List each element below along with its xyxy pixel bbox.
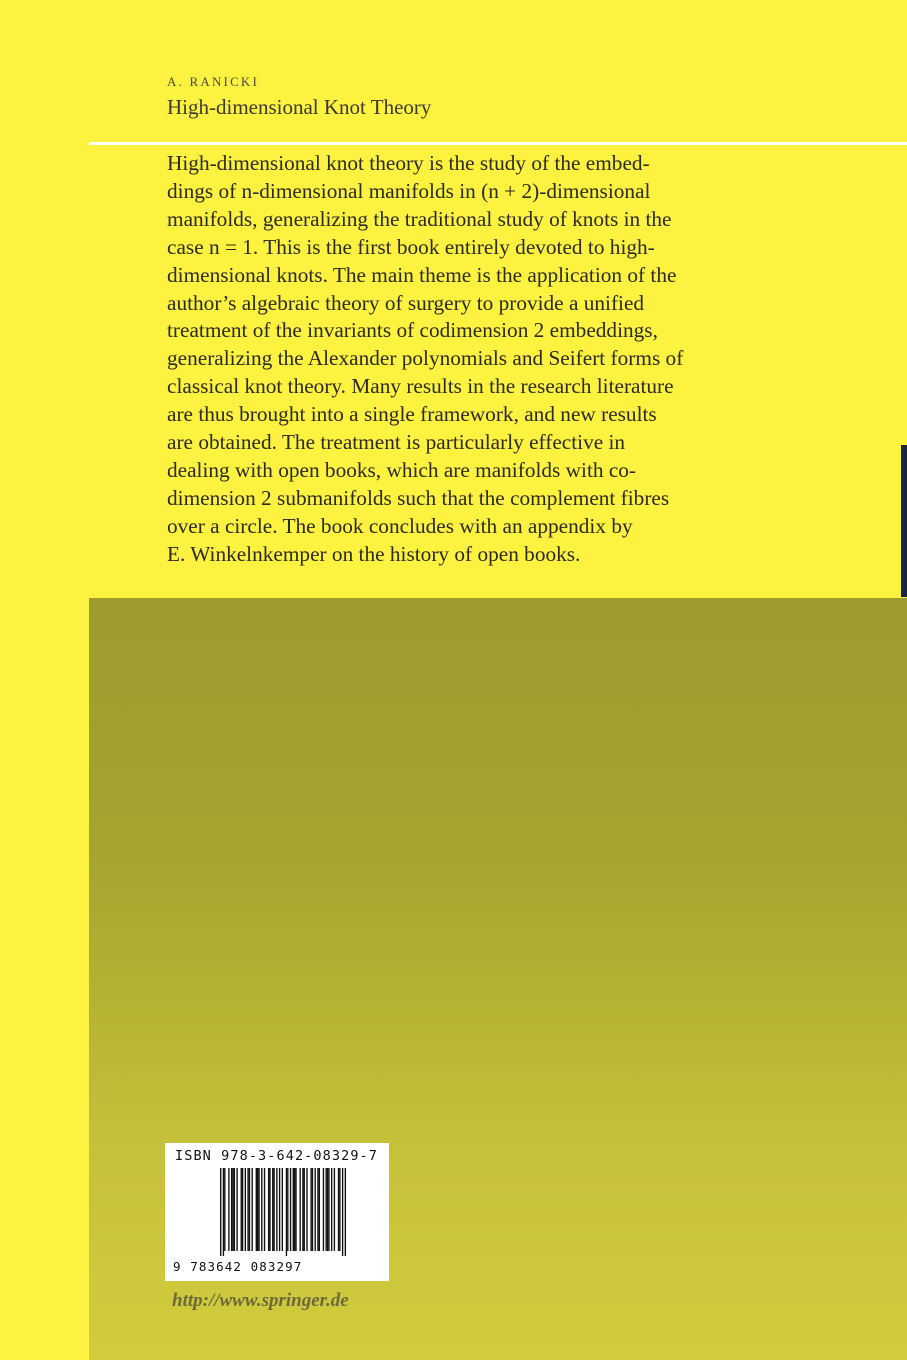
barcode-bar [257, 1168, 258, 1251]
blurb-line: E. Winkelnkemper on the history of open books. [167, 541, 581, 566]
barcode-bar [323, 1168, 324, 1251]
barcode-bar [319, 1168, 320, 1251]
barcode-bar [247, 1168, 248, 1251]
barcode-bar [338, 1168, 339, 1251]
blurb-line: case n = 1. This is the first book entirely devoted to high- [167, 234, 655, 259]
barcode-bar [328, 1168, 329, 1251]
blurb-line: dealing with open books, which are manifolds with co- [167, 457, 637, 482]
barcode-bar [245, 1168, 246, 1251]
blurb-line: dimension 2 submanifolds such that the complement fibres [167, 485, 670, 510]
barcode-bar [282, 1168, 283, 1251]
barcode-bar [302, 1168, 303, 1251]
barcode-bar [310, 1168, 311, 1251]
barcode-bar [269, 1168, 270, 1251]
barcode-bar [317, 1168, 318, 1251]
title-divider [89, 142, 907, 145]
isbn-label: ISBN 978-3-642-08329-7 [175, 1148, 379, 1164]
blurb-line: generalizing the Alexander polynomials and Seifert forms of [167, 346, 684, 371]
blurb-line: over a circle. The book concludes with an appendix by [167, 513, 633, 538]
barcode-bar [272, 1168, 273, 1251]
blurb-line: dings of n-dimensional manifolds in (n + 2)-dimensional [167, 178, 651, 203]
barcode-bar [279, 1168, 280, 1251]
barcode-bar [256, 1168, 257, 1251]
barcode-bar [315, 1168, 316, 1251]
barcode-bar [342, 1168, 343, 1256]
barcode-bar [299, 1168, 300, 1251]
barcode-bar [273, 1168, 274, 1251]
barcode-bar [312, 1168, 313, 1251]
blurb-line: author’s algebraic theory of surgery to provide a unified [167, 290, 645, 315]
barcode-bar [258, 1168, 259, 1251]
blurb-line: dimensional knots. The main theme is the application of the [167, 262, 677, 287]
barcode-bar [334, 1168, 335, 1251]
blurb-line: are obtained. The treatment is particularly effective in [167, 430, 626, 455]
blurb-line: classical knot theory. Many results in the research literature [167, 374, 674, 399]
barcode-bar [331, 1168, 332, 1251]
barcode-bar [286, 1168, 287, 1256]
blurb-line: High-dimensional knot theory is the study of the embed- [167, 151, 650, 175]
barcode-bar [242, 1168, 243, 1251]
barcode-bar [241, 1168, 242, 1251]
barcode-bar [224, 1168, 225, 1251]
barcode-bar [276, 1168, 277, 1251]
spine-mark [901, 445, 907, 597]
barcode-bar [252, 1168, 253, 1251]
blurb [167, 150, 767, 569]
barcode-bar [339, 1168, 340, 1251]
barcode-bar [345, 1168, 346, 1256]
barcode-box [165, 1143, 389, 1281]
barcode-bar [306, 1168, 307, 1251]
barcode-bar [231, 1168, 232, 1251]
blurb-line: are thus brought into a single framework, and new results [167, 402, 657, 427]
barcode-bar [304, 1168, 305, 1251]
barcode-bar [220, 1168, 221, 1256]
author-name: A. RANICKI [167, 74, 260, 89]
barcode-bar [327, 1168, 328, 1251]
ean-digits: 9 783642 083297 [173, 1259, 303, 1274]
blurb-line: manifolds, generalizing the traditional study of knots in the [167, 206, 672, 231]
blurb-line: treatment of the invariants of codimension 2 embeddings, [167, 318, 658, 343]
barcode-bar [264, 1168, 265, 1251]
publisher-url: http://www.springer.de [172, 1290, 349, 1311]
book-title: High-dimensional Knot Theory [167, 95, 432, 119]
barcode-bar [249, 1168, 250, 1251]
barcode-bar [223, 1168, 224, 1256]
barcode-bar [268, 1168, 269, 1251]
barcode-bar [261, 1168, 262, 1251]
barcode-bar [290, 1168, 291, 1251]
barcode-bar [295, 1168, 296, 1251]
barcode-bar [234, 1168, 235, 1251]
barcode-bar [287, 1168, 288, 1251]
barcode-bar [228, 1168, 229, 1251]
barcode-bar [236, 1168, 237, 1251]
barcode-bar [293, 1168, 294, 1251]
barcode-bar [325, 1168, 326, 1251]
barcode-bar [232, 1168, 233, 1251]
barcode-bar [294, 1168, 295, 1251]
